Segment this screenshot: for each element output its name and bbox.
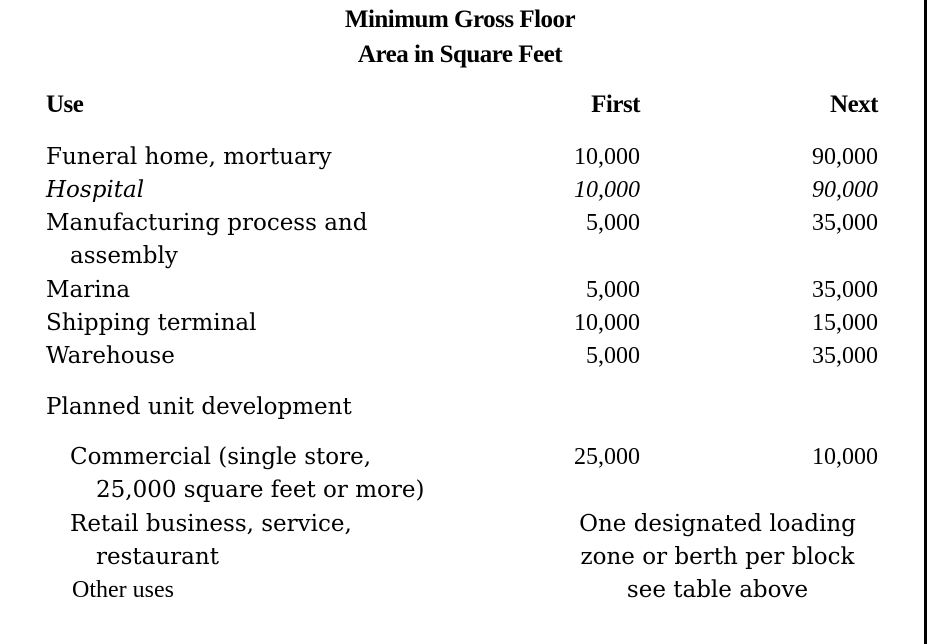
- next-value: 90,000: [812, 144, 878, 170]
- loading-zone-note-line3: see table above: [626, 577, 809, 603]
- table-row: [0, 174, 920, 207]
- use-label: Funeral home, mortuary: [46, 144, 332, 170]
- column-header-use: Use: [46, 91, 84, 118]
- use-label: Hospital: [46, 177, 145, 203]
- column-header-next: Next: [830, 91, 878, 118]
- use-label: Commercial (single store,: [70, 444, 372, 470]
- use-label: Warehouse: [46, 343, 175, 369]
- loading-zone-note-line2: zone or berth per block: [580, 544, 855, 570]
- loading-zone-note-line1: One designated loading: [579, 511, 856, 537]
- use-label-continuation: 25,000 square feet or more): [96, 477, 425, 503]
- first-value: 10,000: [574, 310, 640, 336]
- use-label: Manufacturing process and: [46, 210, 368, 236]
- table-title-line1: Minimum Gross Floor: [344, 6, 576, 33]
- first-value: 5,000: [586, 277, 640, 303]
- use-label: Retail business, service,: [70, 511, 352, 537]
- first-value: 25,000: [574, 444, 640, 470]
- table-row-continuation: [0, 240, 920, 273]
- table-row: [0, 207, 920, 240]
- pud-heading: Planned unit development: [46, 394, 352, 420]
- next-value: 35,000: [812, 210, 878, 236]
- table-title-line2: Area in Square Feet: [357, 41, 563, 68]
- use-label-continuation: restaurant: [96, 544, 219, 570]
- next-value: 35,000: [812, 277, 878, 303]
- next-value: 15,000: [812, 310, 878, 336]
- table-row: [0, 340, 920, 373]
- use-label-continuation: assembly: [70, 243, 178, 269]
- next-value: 90,000: [812, 177, 878, 203]
- table-row-continuation: [0, 474, 920, 507]
- right-border-line: [924, 0, 927, 644]
- section-heading: [0, 391, 920, 424]
- first-value: 5,000: [586, 343, 640, 369]
- next-value: 10,000: [812, 444, 878, 470]
- use-label: Shipping terminal: [46, 310, 257, 336]
- table-row: [0, 307, 920, 340]
- next-value: 35,000: [812, 343, 878, 369]
- table-row: [0, 274, 920, 307]
- first-value: 10,000: [574, 177, 640, 203]
- table-row: [0, 141, 920, 174]
- table-row: [0, 441, 920, 474]
- use-label: Other uses: [72, 577, 174, 603]
- column-header-first: First: [591, 91, 640, 118]
- use-label: Marina: [46, 277, 131, 303]
- first-value: 5,000: [586, 210, 640, 236]
- first-value: 10,000: [574, 144, 640, 170]
